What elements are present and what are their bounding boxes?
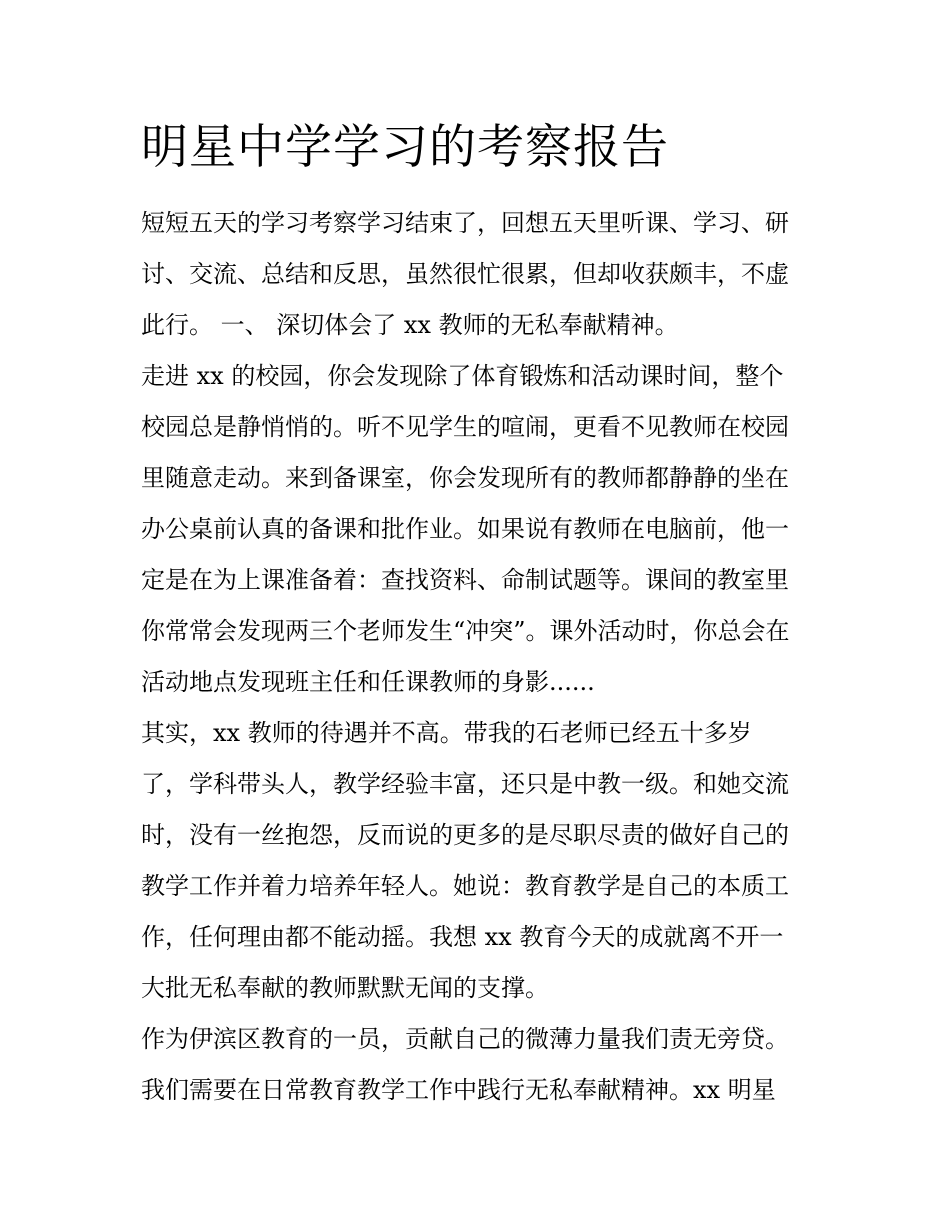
body-line: 里随意走动。来到备课室，你会发现所有的教师都静静的坐在 — [141, 464, 789, 492]
body-line: 我们需要在日常教育教学工作中践行无私奉献精神。xx 明星 — [141, 1076, 776, 1104]
body-line: 了，学科带头人，教学经验丰富，还只是中教一级。和她交流 — [141, 770, 789, 798]
body-line: 教学工作并着力培养年轻人。她说：教育教学是自己的本质工 — [141, 872, 789, 900]
body-line: 其实，xx 教师的待遇并不高。带我的石老师已经五十多岁 — [141, 719, 752, 747]
body-line: 走进 xx 的校园，你会发现除了体育锻炼和活动课时间，整个 — [141, 362, 784, 390]
body-line: 此行。 一、 深切体会了 xx 教师的无私奉献精神。 — [141, 311, 679, 339]
body-line: 办公桌前认真的备课和批作业。如果说有教师在电脑前，他一 — [141, 515, 789, 543]
body-line: 大批无私奉献的教师默默无闻的支撑。 — [141, 974, 549, 1002]
document-body — [141, 198, 821, 1116]
document-title: 明星中学学习的考察报告 — [141, 120, 669, 175]
body-line: 活动地点发现班主任和任课教师的身影...... — [141, 668, 595, 696]
body-line: 你常常会发现两三个老师发生“冲突”。课外活动时，你总会在 — [141, 617, 790, 645]
body-line: 定是在为上课准备着：查找资料、命制试题等。课间的教室里 — [141, 566, 789, 594]
body-line: 时，没有一丝抱怨，反而说的更多的是尽职尽责的做好自己的 — [141, 821, 789, 849]
body-line: 校园总是静悄悄的。听不见学生的喧闹，更看不见教师在校园 — [141, 413, 789, 441]
body-line: 讨、交流、总结和反思，虽然很忙很累，但却收获颇丰，不虚 — [141, 260, 789, 288]
body-line: 作，任何理由都不能动摇。我想 xx 教育今天的成就离不开一 — [141, 923, 784, 951]
body-line: 短短五天的学习考察学习结束了，回想五天里听课、学习、研 — [141, 209, 789, 237]
body-line: 作为伊滨区教育的一员，贡献自己的微薄力量我们责无旁贷。 — [141, 1025, 789, 1053]
